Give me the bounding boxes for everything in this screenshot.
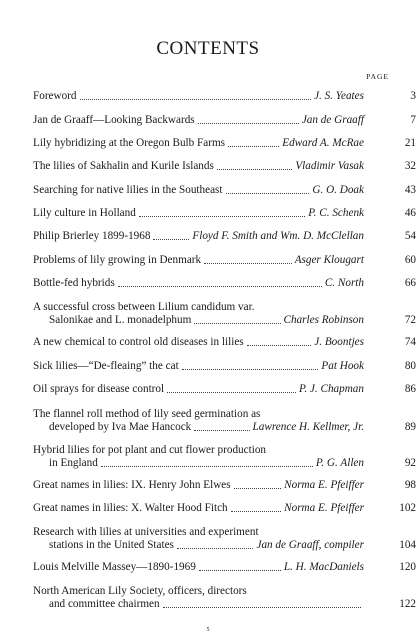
toc-entry-author: Floyd F. Smith and Wm. D. McClellan — [192, 230, 364, 242]
toc-entry-title: stations in the United States — [49, 539, 174, 551]
toc-entry-line — [33, 561, 364, 574]
toc-entry-author: P. C. Schenk — [308, 207, 364, 219]
toc-entry-author: Jan de Graaff — [301, 114, 364, 126]
toc-entry-title: Foreword — [33, 90, 77, 102]
toc-entry-title: A successful cross between Lilium candidum var. — [33, 301, 255, 313]
toc-entry-author: L. H. MacDaniels — [283, 561, 364, 573]
toc-entry-title: Lily culture in Holland — [33, 207, 136, 219]
toc-entry-page: 54 — [404, 230, 416, 242]
toc-entry — [33, 585, 416, 611]
toc-entry — [33, 207, 416, 220]
toc-entry-title: in England — [49, 457, 98, 469]
toc-entry-line — [33, 314, 364, 327]
toc-entry — [33, 254, 416, 267]
toc-entry-author: Lawrence H. Kellmer, Jr. — [252, 421, 364, 433]
toc-entry — [33, 336, 416, 349]
toc-entry — [33, 301, 416, 327]
toc-entry — [33, 502, 416, 515]
toc-entry-title: The lilies of Sakhalin and Kurile Islands — [33, 160, 214, 172]
toc-entry — [33, 479, 416, 492]
toc-entry — [33, 230, 416, 243]
toc-entry-title: Great names in lilies: IX. Henry John Elwes — [33, 479, 231, 491]
toc-entry-line — [33, 160, 364, 173]
dot-leader — [153, 238, 189, 240]
dot-leader — [234, 487, 282, 489]
toc-entry-line — [33, 457, 364, 470]
toc-entry-page: 43 — [404, 184, 416, 196]
toc-entry-author: Charles Robinson — [283, 314, 364, 326]
toc-entry-page: 3 — [410, 90, 416, 102]
toc-entry-title-line — [33, 301, 364, 314]
toc-entry — [33, 444, 416, 470]
dot-leader — [228, 145, 279, 147]
toc-entry-author: G. O. Doak — [312, 184, 364, 196]
toc-entry-title-line — [33, 408, 364, 421]
toc-entry-title: North American Lily Society, officers, directors — [33, 585, 247, 597]
toc-entry-author: C. North — [324, 277, 364, 289]
toc-entry — [33, 184, 416, 197]
toc-entry-author: Jan de Graaff, compiler — [256, 539, 364, 551]
toc-entry-line — [33, 539, 364, 552]
toc-entry-line — [33, 90, 364, 103]
toc-entry-author: Vladimir Vasak — [295, 160, 364, 172]
toc-entry — [33, 277, 416, 290]
toc-entry-author: Asger Klougart — [294, 254, 364, 266]
toc-entry-page: 89 — [404, 421, 416, 433]
dot-leader — [217, 168, 292, 170]
toc-entry-line — [33, 230, 364, 243]
page-folio: 5 — [206, 627, 210, 633]
toc-entry-page: 120 — [399, 561, 416, 573]
dot-leader — [118, 285, 322, 287]
dot-leader — [199, 569, 281, 571]
toc-entry-page: 74 — [404, 336, 416, 348]
toc-entry-author: J. S. Yeates — [314, 90, 364, 102]
toc-entry-title: Research with lilies at universities and experiment — [33, 526, 259, 538]
toc-entry — [33, 90, 416, 103]
dot-leader — [182, 368, 319, 370]
toc-entry — [33, 561, 416, 574]
dot-leader — [101, 465, 313, 467]
toc-entry-title: Great names in lilies: X. Walter Hood Fitch — [33, 502, 228, 514]
dot-leader — [139, 215, 305, 217]
dot-leader — [167, 391, 296, 393]
toc-entry-title: The flannel roll method of lily seed germination as — [33, 408, 261, 420]
dot-leader — [194, 429, 249, 431]
toc-entry-line — [33, 184, 364, 197]
toc-entry — [33, 526, 416, 552]
toc-entry-title: Philip Brierley 1899-1968 — [33, 230, 151, 242]
toc-entry-title: Problems of lily growing in Denmark — [33, 254, 202, 266]
toc-entry — [33, 114, 416, 127]
toc-entry-page: 72 — [404, 314, 416, 326]
toc-entry-title: A new chemical to control old diseases in lilies — [33, 336, 244, 348]
page-column-label: PAGE — [366, 72, 389, 81]
toc-entry-page: 80 — [404, 360, 416, 372]
dot-leader — [80, 98, 312, 100]
dot-leader — [194, 322, 280, 324]
toc-entry — [33, 160, 416, 173]
toc-entry-line — [33, 383, 364, 396]
toc-entry — [33, 137, 416, 150]
dot-leader — [163, 606, 361, 608]
toc-entry-author: P. G. Allen — [315, 457, 364, 469]
toc-entry-page: 98 — [404, 479, 416, 491]
toc-entry-author: Pat Hook — [321, 360, 364, 372]
toc-entry-title-line — [33, 585, 364, 598]
toc-entry-title: and committee chairmen — [49, 598, 160, 610]
toc-entry-line — [33, 114, 364, 127]
toc-entry-page: 122 — [399, 598, 416, 610]
toc-entry-title: Louis Melville Massey—1890-1969 — [33, 561, 196, 573]
toc-entry-author: Norma E. Pfeiffer — [284, 502, 364, 514]
toc-entry-line — [33, 137, 364, 150]
toc-entry-page: 60 — [404, 254, 416, 266]
toc-entry-line — [33, 360, 364, 373]
toc-entry-title: Jan de Graaff—Looking Backwards — [33, 114, 195, 126]
dot-leader — [247, 344, 312, 346]
toc-entry-page: 66 — [404, 277, 416, 289]
toc-entry-page: 32 — [404, 160, 416, 172]
toc-entry-line — [33, 277, 364, 290]
toc-entry-title: developed by Iva Mae Hancock — [49, 421, 192, 433]
toc-entry-line — [33, 502, 364, 515]
toc-entry — [33, 383, 416, 396]
toc-entry — [33, 360, 416, 373]
dot-leader — [198, 122, 299, 124]
toc-entry-author: P. J. Chapman — [298, 383, 364, 395]
toc-entry-line — [33, 207, 364, 220]
dot-leader — [204, 262, 292, 264]
toc-entry-page: 104 — [399, 539, 416, 551]
toc-entry — [33, 408, 416, 434]
toc-entry-title-line — [33, 526, 364, 539]
toc-entry-page: 46 — [404, 207, 416, 219]
toc-entry-title: Salonikae and L. monadelphum — [49, 314, 192, 326]
toc-entry-author: J. Boontjes — [314, 336, 364, 348]
toc-entry-title: Oil sprays for disease control — [33, 383, 165, 395]
toc-entry-title: Bottle-fed hybrids — [33, 277, 115, 289]
dot-leader — [177, 547, 254, 549]
toc-entry-title: Hybrid lilies for pot plant and cut flower production — [33, 444, 267, 456]
toc-entry-page: 7 — [410, 114, 416, 126]
toc-entry-line — [33, 336, 364, 349]
toc-entry-author: Edward A. McRae — [282, 137, 364, 149]
toc-entry-line — [33, 479, 364, 492]
contents-heading: CONTENTS — [156, 38, 260, 59]
toc-entry-page: 86 — [404, 383, 416, 395]
toc-entry-line — [33, 421, 364, 434]
toc-entry-line — [33, 254, 364, 267]
toc-entry-title-line — [33, 444, 364, 457]
toc-entry-title: Lily hybridizing at the Oregon Bulb Farms — [33, 137, 226, 149]
toc-entry-title: Searching for native lilies in the Southeast — [33, 184, 223, 196]
toc-entry-line — [33, 598, 364, 611]
toc-entry-page: 21 — [404, 137, 416, 149]
toc-entry-author: Norma E. Pfeiffer — [284, 479, 364, 491]
toc-entry-title: Sick lilies—“De-fleaing” the cat — [33, 360, 179, 372]
dot-leader — [231, 510, 282, 512]
toc-entry-page: 102 — [399, 502, 416, 514]
dot-leader — [226, 192, 310, 194]
toc-entry-page: 92 — [404, 457, 416, 469]
